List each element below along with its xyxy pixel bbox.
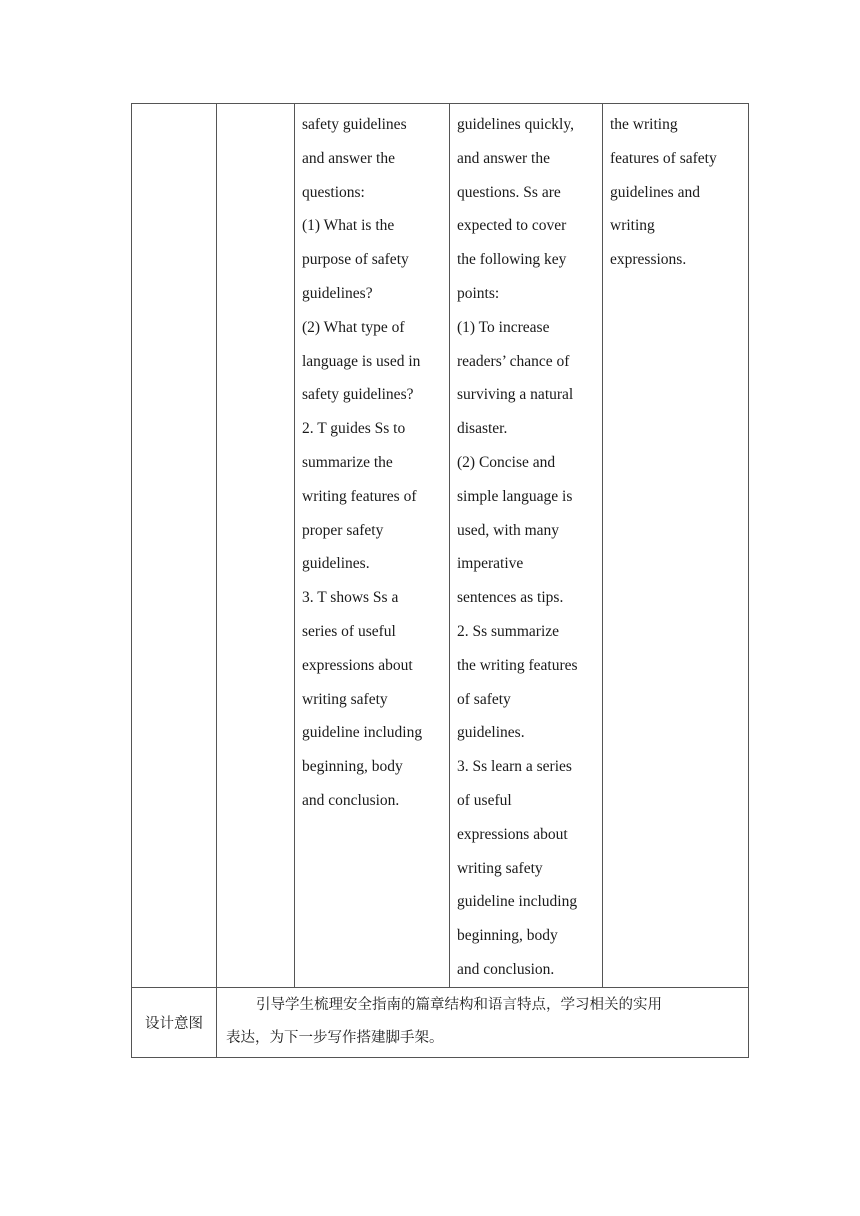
text-line: guidelines? — [302, 284, 373, 302]
activity-row — [132, 104, 749, 988]
text-line: disaster. — [457, 420, 508, 438]
text-line: series of useful — [302, 622, 396, 640]
text-line: beginning, body — [457, 927, 558, 945]
text-line: questions: — [302, 183, 365, 201]
text-line: (2) Concise and — [457, 453, 556, 471]
text-line: writing — [610, 217, 655, 235]
text-line: guideline including — [457, 893, 578, 911]
text-line: simple language is — [457, 487, 573, 505]
student-activity-text — [450, 104, 602, 987]
text-line: the following key — [457, 251, 567, 269]
text-line: expressions about — [457, 825, 568, 843]
text-line: used, with many — [457, 521, 560, 539]
text-line: readers’ chance of — [457, 352, 570, 370]
design-intent-row — [132, 987, 749, 1057]
purpose-cell — [603, 104, 749, 988]
text-line: surviving a natural — [457, 386, 574, 404]
stage-cell — [132, 104, 217, 988]
text-line: expressions. — [610, 251, 687, 269]
design-intent-line-1: 引导学生梳理安全指南的篇章结构和语言特点，学习相关的实用 — [256, 996, 662, 1013]
text-line: safety guidelines — [302, 116, 407, 133]
text-line: 2. Ss summarize — [457, 622, 560, 640]
text-line: writing features of — [302, 487, 417, 505]
design-intent-text — [217, 988, 748, 1057]
text-line: of useful — [457, 791, 512, 809]
teacher-activity-text — [295, 104, 449, 818]
text-line: guideline including — [302, 724, 423, 742]
step-cell — [217, 104, 295, 988]
text-line: and answer the — [457, 149, 550, 167]
text-line: guidelines quickly, — [457, 116, 574, 133]
text-line: and conclusion. — [302, 791, 400, 809]
text-line: questions. Ss are — [457, 183, 561, 201]
purpose-text — [603, 104, 748, 277]
text-line: 3. T shows Ss a — [302, 589, 399, 607]
text-line: 3. Ss learn a series — [457, 758, 572, 776]
text-line: the writing — [610, 116, 678, 133]
text-line: of safety — [457, 690, 511, 708]
text-line: 2. T guides Ss to — [302, 420, 406, 438]
student-activity-cell — [450, 104, 603, 988]
text-line: and answer the — [302, 149, 395, 167]
text-line: expected to cover — [457, 217, 567, 235]
text-line: beginning, body — [302, 758, 403, 776]
teacher-activity-cell — [295, 104, 450, 988]
text-line: guidelines and — [610, 183, 700, 201]
text-line: (1) To increase — [457, 318, 550, 336]
text-line: and conclusion. — [457, 960, 555, 978]
text-line: guidelines. — [302, 555, 370, 573]
text-line: sentences as tips. — [457, 589, 564, 607]
text-line: proper safety — [302, 521, 384, 539]
design-intent-line-2: 表达，为下一步写作搭建脚手架。 — [226, 1029, 444, 1046]
text-line: purpose of safety — [302, 251, 409, 269]
text-line: language is used in — [302, 352, 421, 370]
text-line: safety guidelines? — [302, 386, 414, 404]
text-line: writing safety — [457, 859, 543, 877]
design-intent-cell — [217, 987, 749, 1057]
text-line: features of safety — [610, 149, 717, 167]
design-intent-label: 设计意图 — [132, 987, 217, 1057]
text-line: points: — [457, 284, 500, 302]
text-line: writing safety — [302, 690, 388, 708]
text-line: summarize the — [302, 453, 393, 471]
text-line: the writing features — [457, 656, 578, 674]
text-line: imperative — [457, 555, 524, 573]
text-line: (1) What is the — [302, 217, 395, 235]
lesson-plan-table — [131, 103, 749, 1058]
text-line: (2) What type of — [302, 318, 405, 336]
text-line: guidelines. — [457, 724, 525, 742]
text-line: expressions about — [302, 656, 413, 674]
